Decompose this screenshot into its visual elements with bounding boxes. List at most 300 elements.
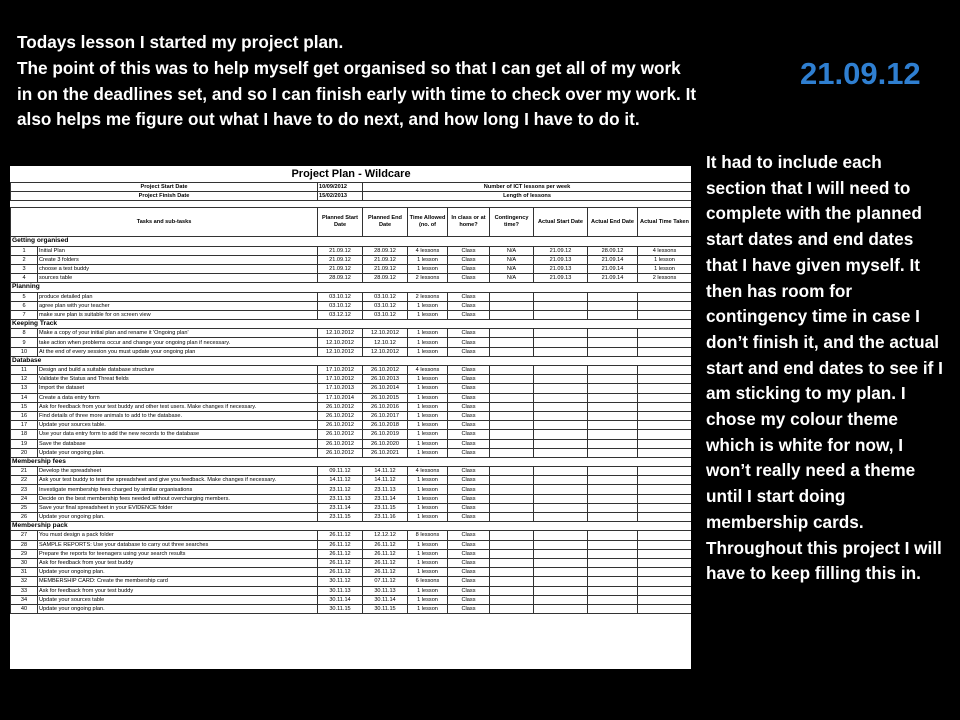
actual-time-cell (638, 549, 692, 558)
actual-end-cell (588, 476, 638, 485)
location-cell: Class (448, 549, 490, 558)
location-cell: Class (448, 430, 490, 439)
time-allowed-cell: 1 lesson (408, 402, 448, 411)
task-row (11, 568, 692, 577)
task-number-cell: 40 (11, 604, 38, 613)
actual-time-cell (638, 485, 692, 494)
contingency-cell (490, 595, 534, 604)
actual-time-cell: 4 lessons (638, 246, 692, 255)
project-finish-label: Project Finish Date (11, 192, 318, 201)
lesson-date: 21.09.12 (800, 56, 921, 91)
actual-time-cell (638, 430, 692, 439)
task-number-cell: 3 (11, 264, 38, 273)
location-cell: Class (448, 310, 490, 319)
task-row (11, 604, 692, 613)
section-row (11, 457, 692, 466)
task-name-cell: Prepare the reports for teenagers using your search results (38, 549, 318, 558)
task-number-cell: 12 (11, 375, 38, 384)
plan-title: Project Plan - Wildcare (291, 168, 411, 180)
planned-end-cell: 30.11.15 (363, 604, 408, 613)
task-name-cell: Ask your test buddy to test the spreadsheet and give you feedback. Make changes if necessary. (38, 476, 318, 485)
location-cell: Class (448, 292, 490, 301)
task-row (11, 375, 692, 384)
actual-end-cell (588, 329, 638, 338)
planned-end-cell: 28.09.12 (363, 274, 408, 283)
task-number-cell: 27 (11, 531, 38, 540)
contingency-cell (490, 310, 534, 319)
planned-end-cell: 23.11.16 (363, 513, 408, 522)
planned-start-cell: 26.11.12 (318, 540, 363, 549)
actual-time-cell (638, 301, 692, 310)
actual-start-cell (534, 577, 588, 586)
section-title: Membership fees (11, 457, 692, 466)
task-row (11, 577, 692, 586)
actual-time-cell (638, 531, 692, 540)
location-cell: Class (448, 568, 490, 577)
spacer-row (11, 201, 692, 208)
location-cell: Class (448, 375, 490, 384)
actual-end-cell (588, 604, 638, 613)
location-cell: Class (448, 467, 490, 476)
actual-start-cell: 21.09.13 (534, 274, 588, 283)
actual-time-cell (638, 448, 692, 457)
planned-end-cell: 26.11.12 (363, 568, 408, 577)
planned-start-cell: 23.11.15 (318, 513, 363, 522)
location-cell: Class (448, 347, 490, 356)
task-name-cell: SAMPLE REPORTS: Use your database to carry out three searches (38, 540, 318, 549)
actual-time-cell (638, 393, 692, 402)
task-number-cell: 5 (11, 292, 38, 301)
actual-time-cell (638, 595, 692, 604)
task-name-cell: produce detailed plan (38, 292, 318, 301)
location-cell: Class (448, 604, 490, 613)
actual-end-cell (588, 393, 638, 402)
planned-start-cell: 03.10.12 (318, 301, 363, 310)
actual-start-cell (534, 366, 588, 375)
planned-end-cell: 26.10.2016 (363, 402, 408, 411)
planned-end-cell: 12.10.12 (363, 338, 408, 347)
time-allowed-cell: 1 lesson (408, 347, 448, 356)
actual-end-cell (588, 366, 638, 375)
time-allowed-cell: 1 lesson (408, 503, 448, 512)
task-number-cell: 8 (11, 329, 38, 338)
task-row (11, 366, 692, 375)
task-row (11, 503, 692, 512)
actual-start-cell (534, 448, 588, 457)
task-name-cell: MEMBERSHIP CARD: Create the membership card (38, 577, 318, 586)
contingency-cell (490, 430, 534, 439)
section-row (11, 522, 692, 531)
project-plan-sheet (10, 166, 691, 669)
actual-time-cell (638, 586, 692, 595)
task-name-cell: Find details of three more animals to add to the database. (38, 411, 318, 420)
location-cell: Class (448, 577, 490, 586)
task-name-cell: Update your sources table. (38, 421, 318, 430)
time-allowed-cell: 1 lesson (408, 485, 448, 494)
time-allowed-cell: 2 lessons (408, 274, 448, 283)
task-name-cell: Update your ongoing plan. (38, 513, 318, 522)
task-number-cell: 25 (11, 503, 38, 512)
planned-start-cell: 30.11.15 (318, 604, 363, 613)
time-allowed-cell: 1 lesson (408, 421, 448, 430)
location-cell: Class (448, 411, 490, 420)
task-number-cell: 7 (11, 310, 38, 319)
actual-start-cell (534, 439, 588, 448)
actual-end-cell (588, 338, 638, 347)
header-time-allowed: Time Allowed (no. of (408, 208, 448, 237)
section-row (11, 283, 692, 292)
task-number-cell: 31 (11, 568, 38, 577)
planned-start-cell: 21.09.12 (318, 246, 363, 255)
actual-end-cell (588, 439, 638, 448)
location-cell: Class (448, 513, 490, 522)
actual-start-cell (534, 586, 588, 595)
actual-start-cell (534, 292, 588, 301)
time-allowed-cell: 1 lesson (408, 393, 448, 402)
task-number-cell: 20 (11, 448, 38, 457)
location-cell: Class (448, 540, 490, 549)
actual-end-cell (588, 558, 638, 567)
time-allowed-cell: 1 lesson (408, 430, 448, 439)
task-row (11, 411, 692, 420)
planned-end-cell: 30.11.14 (363, 595, 408, 604)
actual-end-cell (588, 384, 638, 393)
task-number-cell: 24 (11, 494, 38, 503)
section-title: Membership pack (11, 522, 692, 531)
planned-end-cell: 26.10.2018 (363, 421, 408, 430)
planned-start-cell: 26.10.2012 (318, 421, 363, 430)
contingency-cell (490, 393, 534, 402)
time-allowed-cell: 1 lesson (408, 540, 448, 549)
actual-end-cell (588, 485, 638, 494)
time-allowed-cell: 6 lessons (408, 577, 448, 586)
task-name-cell: Use your data entry form to add the new records to the database (38, 430, 318, 439)
actual-time-cell (638, 384, 692, 393)
location-cell: Class (448, 448, 490, 457)
time-allowed-cell: 1 lesson (408, 411, 448, 420)
contingency-cell (490, 531, 534, 540)
task-number-cell: 6 (11, 301, 38, 310)
section-title: Database (11, 356, 692, 365)
task-row (11, 448, 692, 457)
task-row (11, 421, 692, 430)
time-allowed-cell: 1 lesson (408, 255, 448, 264)
actual-end-cell (588, 531, 638, 540)
header-contingency: Contingency time? (490, 208, 534, 237)
location-cell: Class (448, 586, 490, 595)
actual-start-cell (534, 384, 588, 393)
time-allowed-cell: 1 lesson (408, 264, 448, 273)
task-name-cell: sources table (38, 274, 318, 283)
task-number-cell: 11 (11, 366, 38, 375)
contingency-cell (490, 604, 534, 613)
task-row (11, 540, 692, 549)
header-tasks: Tasks and sub-tasks (11, 208, 318, 237)
task-name-cell: Validate the Status and Threat fields (38, 375, 318, 384)
task-number-cell: 23 (11, 485, 38, 494)
task-name-cell: Update your ongoing plan. (38, 448, 318, 457)
time-allowed-cell: 1 lesson (408, 384, 448, 393)
actual-end-cell (588, 577, 638, 586)
actual-end-cell (588, 292, 638, 301)
time-allowed-cell: 2 lessons (408, 292, 448, 301)
actual-start-cell (534, 540, 588, 549)
actual-start-cell (534, 375, 588, 384)
actual-end-cell (588, 347, 638, 356)
task-row (11, 467, 692, 476)
actual-time-cell (638, 604, 692, 613)
planned-end-cell: 03.10.12 (363, 292, 408, 301)
actual-end-cell (588, 494, 638, 503)
location-cell: Class (448, 338, 490, 347)
planned-start-cell: 09.11.12 (318, 467, 363, 476)
task-name-cell: Ask for feedback from your test buddy and other test users. Make changes if necessary. (38, 402, 318, 411)
contingency-cell (490, 476, 534, 485)
task-number-cell: 4 (11, 274, 38, 283)
task-row (11, 329, 692, 338)
task-row (11, 531, 692, 540)
actual-time-cell (638, 494, 692, 503)
task-row (11, 476, 692, 485)
time-allowed-cell: 1 lesson (408, 448, 448, 457)
section-row (11, 237, 692, 246)
planned-end-cell: 03.10.12 (363, 310, 408, 319)
actual-end-cell: 21.09.14 (588, 255, 638, 264)
task-name-cell: Update your ongoing plan. (38, 568, 318, 577)
task-number-cell: 22 (11, 476, 38, 485)
time-allowed-cell: 1 lesson (408, 568, 448, 577)
task-name-cell: Update your ongoing plan. (38, 604, 318, 613)
task-name-cell: You must design a pack folder (38, 531, 318, 540)
actual-time-cell (638, 476, 692, 485)
location-cell: Class (448, 264, 490, 273)
location-cell: Class (448, 255, 490, 264)
time-allowed-cell: 1 lesson (408, 595, 448, 604)
task-number-cell: 32 (11, 577, 38, 586)
location-cell: Class (448, 366, 490, 375)
actual-start-cell (534, 604, 588, 613)
task-row (11, 558, 692, 567)
task-number-cell: 17 (11, 421, 38, 430)
actual-start-cell (534, 329, 588, 338)
contingency-cell (490, 558, 534, 567)
location-cell: Class (448, 503, 490, 512)
planned-end-cell: 12.12.12 (363, 531, 408, 540)
planned-end-cell: 30.11.13 (363, 586, 408, 595)
header-class-or-home: In class or at home? (448, 208, 490, 237)
task-number-cell: 15 (11, 402, 38, 411)
actual-time-cell: 2 lessons (638, 274, 692, 283)
time-allowed-cell: 8 lessons (408, 531, 448, 540)
contingency-cell (490, 513, 534, 522)
section-row (11, 320, 692, 329)
location-cell: Class (448, 402, 490, 411)
task-name-cell: take action when problems occur and change your ongoing plan if necessary. (38, 338, 318, 347)
planned-start-cell: 26.11.12 (318, 568, 363, 577)
actual-start-cell (534, 301, 588, 310)
contingency-cell: N/A (490, 274, 534, 283)
task-row (11, 586, 692, 595)
location-cell: Class (448, 531, 490, 540)
task-number-cell: 30 (11, 558, 38, 567)
planned-start-cell: 17.10.2012 (318, 375, 363, 384)
actual-time-cell (638, 503, 692, 512)
planned-end-cell: 23.11.14 (363, 494, 408, 503)
task-number-cell: 9 (11, 338, 38, 347)
actual-start-cell (534, 476, 588, 485)
task-number-cell: 29 (11, 549, 38, 558)
task-row (11, 264, 692, 273)
header-planned-start: Planned Start Date (318, 208, 363, 237)
time-allowed-cell: 1 lesson (408, 586, 448, 595)
location-cell: Class (448, 384, 490, 393)
actual-time-cell (638, 411, 692, 420)
contingency-cell (490, 292, 534, 301)
actual-time-cell (638, 558, 692, 567)
actual-end-cell (588, 595, 638, 604)
task-name-cell: Ask for feedback from your test buddy (38, 558, 318, 567)
actual-start-cell: 21.09.13 (534, 255, 588, 264)
time-allowed-cell: 1 lesson (408, 476, 448, 485)
actual-end-cell (588, 430, 638, 439)
actual-end-cell: 21.09.14 (588, 274, 638, 283)
task-row (11, 292, 692, 301)
time-allowed-cell: 1 lesson (408, 604, 448, 613)
task-name-cell: Import the dataset (38, 384, 318, 393)
task-number-cell: 14 (11, 393, 38, 402)
actual-end-cell (588, 586, 638, 595)
contingency-cell (490, 467, 534, 476)
actual-end-cell (588, 513, 638, 522)
actual-end-cell (588, 375, 638, 384)
planned-start-cell: 23.11.12 (318, 485, 363, 494)
actual-start-cell (534, 513, 588, 522)
planned-start-cell: 26.11.12 (318, 558, 363, 567)
actual-time-cell (638, 338, 692, 347)
planned-start-cell: 12.10.2012 (318, 338, 363, 347)
planned-end-cell: 26.11.12 (363, 549, 408, 558)
actual-end-cell (588, 503, 638, 512)
task-row (11, 430, 692, 439)
lessons-per-week-label: Number of ICT lessons per week (363, 183, 692, 192)
actual-time-cell (638, 513, 692, 522)
task-row (11, 384, 692, 393)
actual-start-cell (534, 494, 588, 503)
time-allowed-cell: 1 lesson (408, 301, 448, 310)
actual-end-cell (588, 467, 638, 476)
planned-end-cell: 14.11.12 (363, 476, 408, 485)
time-allowed-cell: 1 lesson (408, 549, 448, 558)
task-name-cell: Make a copy of your initial plan and rename it 'Ongoing plan' (38, 329, 318, 338)
task-name-cell: Investigate membership fees charged by similar organisations (38, 485, 318, 494)
contingency-cell (490, 301, 534, 310)
contingency-cell (490, 384, 534, 393)
task-name-cell: Design and build a suitable database structure (38, 366, 318, 375)
actual-start-cell (534, 430, 588, 439)
actual-start-cell (534, 595, 588, 604)
task-name-cell: agree plan with your teacher (38, 301, 318, 310)
location-cell: Class (448, 301, 490, 310)
actual-time-cell (638, 568, 692, 577)
planned-start-cell: 26.11.12 (318, 531, 363, 540)
location-cell: Class (448, 421, 490, 430)
location-cell: Class (448, 485, 490, 494)
actual-end-cell (588, 549, 638, 558)
actual-end-cell: 21.09.14 (588, 264, 638, 273)
task-number-cell: 21 (11, 467, 38, 476)
planned-end-cell: 26.10.2013 (363, 375, 408, 384)
actual-start-cell (534, 310, 588, 319)
planned-end-cell: 26.11.12 (363, 540, 408, 549)
actual-start-cell: 21.09.13 (534, 264, 588, 273)
planned-start-cell: 23.11.13 (318, 494, 363, 503)
planned-start-cell: 14.11.12 (318, 476, 363, 485)
actual-start-cell (534, 411, 588, 420)
time-allowed-cell: 1 lesson (408, 439, 448, 448)
intro-line-1: Todays lesson I started my project plan. (17, 32, 344, 52)
planned-start-cell: 30.11.13 (318, 586, 363, 595)
task-name-cell: choose a test buddy (38, 264, 318, 273)
planned-end-cell: 14.11.12 (363, 467, 408, 476)
planned-end-cell: 28.09.12 (363, 246, 408, 255)
contingency-cell (490, 347, 534, 356)
planned-start-cell: 17.10.2013 (318, 384, 363, 393)
actual-start-cell (534, 467, 588, 476)
task-name-cell: Create 3 folders (38, 255, 318, 264)
task-row (11, 246, 692, 255)
planned-end-cell: 26.10.2017 (363, 411, 408, 420)
planned-end-cell: 12.10.2012 (363, 329, 408, 338)
planned-end-cell: 23.11.13 (363, 485, 408, 494)
contingency-cell: N/A (490, 264, 534, 273)
actual-start-cell (534, 338, 588, 347)
actual-time-cell (638, 366, 692, 375)
task-row (11, 274, 692, 283)
actual-start-cell (534, 393, 588, 402)
planned-end-cell: 03.10.12 (363, 301, 408, 310)
planned-start-cell: 03.10.12 (318, 292, 363, 301)
planned-start-cell: 26.10.2012 (318, 402, 363, 411)
actual-start-cell (534, 347, 588, 356)
header-actual-time: Actual Time Taken (638, 208, 692, 237)
planned-start-cell: 26.10.2012 (318, 430, 363, 439)
task-name-cell: Update your sources table (38, 595, 318, 604)
task-row (11, 310, 692, 319)
contingency-cell (490, 375, 534, 384)
task-row (11, 301, 692, 310)
task-name-cell: Decide on the best membership fees needed without overcharging members. (38, 494, 318, 503)
task-row (11, 393, 692, 402)
section-title: Getting organised (11, 237, 692, 246)
intro-text (17, 30, 697, 133)
task-row (11, 595, 692, 604)
actual-start-cell (534, 402, 588, 411)
planned-end-cell: 26.10.2019 (363, 430, 408, 439)
contingency-cell (490, 366, 534, 375)
actual-end-cell (588, 301, 638, 310)
task-number-cell: 34 (11, 595, 38, 604)
location-cell: Class (448, 439, 490, 448)
task-number-cell: 26 (11, 513, 38, 522)
task-number-cell: 2 (11, 255, 38, 264)
planned-end-cell: 26.11.12 (363, 558, 408, 567)
location-cell: Class (448, 595, 490, 604)
contingency-cell (490, 586, 534, 595)
contingency-cell (490, 485, 534, 494)
planned-end-cell: 26.10.2012 (363, 366, 408, 375)
location-cell: Class (448, 558, 490, 567)
actual-start-cell (534, 485, 588, 494)
